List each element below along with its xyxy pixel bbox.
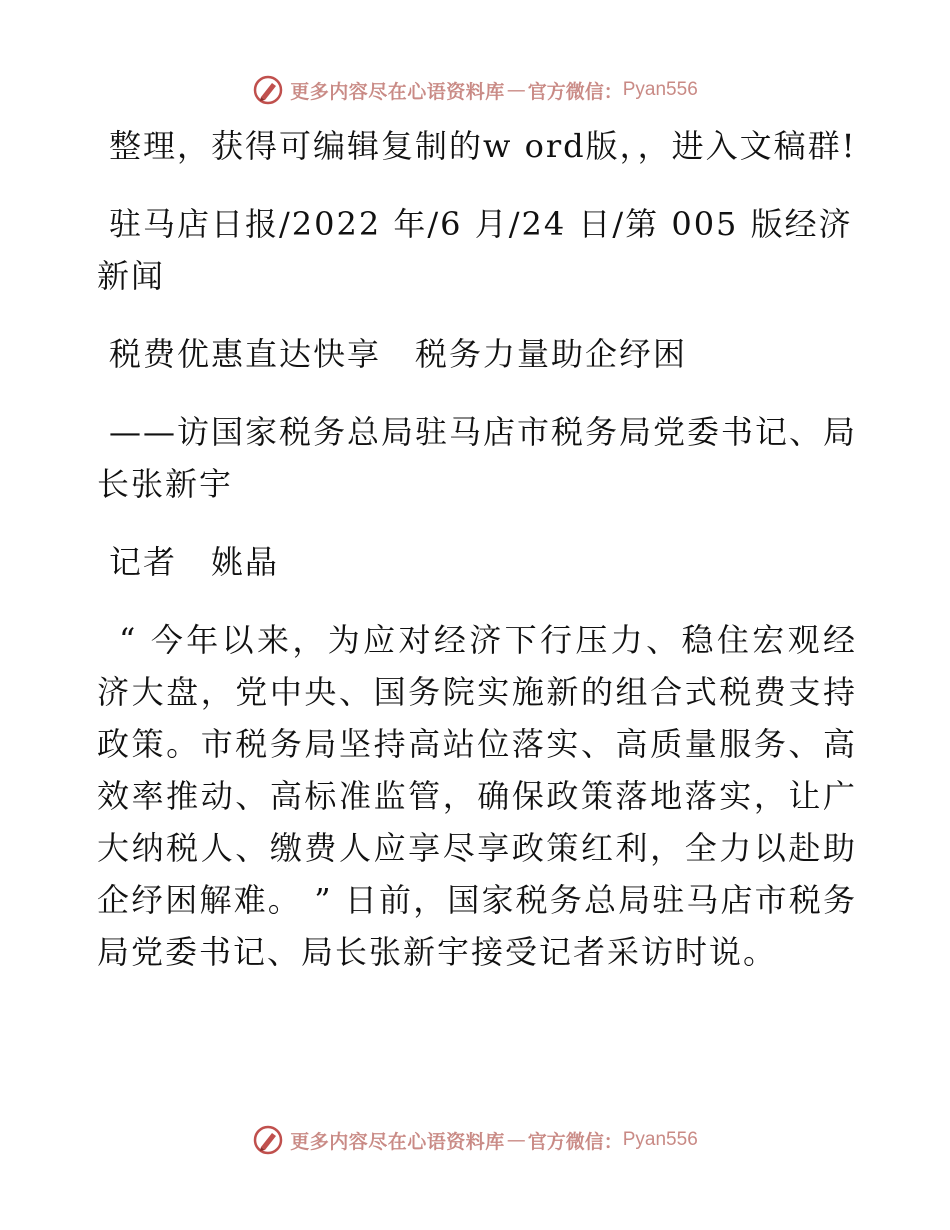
watermark-dash: — <box>506 1129 526 1151</box>
watermark-text: 更多内容尽在心语资料库 <box>290 80 505 103</box>
watermark-label: 官方微信： <box>527 1130 623 1153</box>
watermark-id: Pyan556 <box>622 1129 698 1150</box>
headline: 税费优惠直达快享 税务力量助企纾困 <box>109 335 688 373</box>
watermark-dash: — <box>506 79 526 101</box>
byline: 记者 姚晶 <box>109 543 280 581</box>
source-line: 驻马店日报/2022 年/6 月/24 日/第 005 版经济新闻 <box>97 205 853 295</box>
watermark-label: 官方微信： <box>527 80 623 103</box>
pen-logo-icon <box>252 1124 284 1156</box>
subheadline: ——访国家税务总局驻马店市税务局党委书记、局长张新宇 <box>97 413 858 503</box>
watermark-footer <box>0 1120 950 1160</box>
intro-paragraph: 整理，获得可编辑复制的w ord版，，进入文稿群! <box>109 127 857 165</box>
watermark-header <box>0 70 950 110</box>
pen-logo-icon <box>252 74 284 106</box>
watermark-text: 更多内容尽在心语资料库 <box>290 1130 505 1153</box>
body-paragraph: “ 今年以来，为应对经济下行压力、稳住宏观经济大盘，党中央、国务院实施新的组合式税费支持政策。市税务局坚持高站位落实、高质量服务、高效率推动、高标准监管，确保政策落地落实，让广大纳税人、缴费人应享尽享政策红利，全力以赴助企纾困解难。 ” 日前，国家税务总局驻马店市税务局党委书记、局长张新宇接受记者采访时说。 <box>97 621 857 971</box>
document-body <box>97 120 857 1004</box>
watermark-id: Pyan556 <box>622 79 698 100</box>
